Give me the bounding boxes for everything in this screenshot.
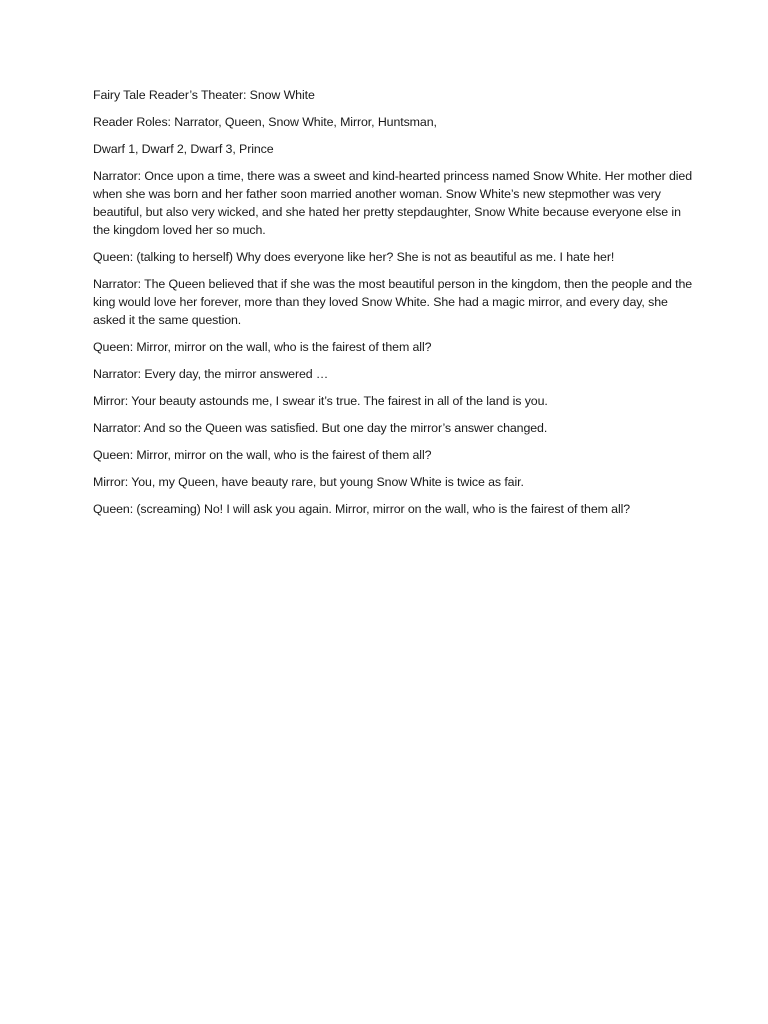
document-title: Fairy Tale Reader’s Theater: Snow White <box>93 88 315 102</box>
document-page <box>93 86 693 527</box>
script-paragraph-narrator-2: Narrator: The Queen believed that if she was the most beautiful person in the kingdom, then the people and the king would love her forever, more than they loved Snow White. She had a magic mirror, and every day, she asked it the same question. <box>93 277 693 327</box>
script-paragraph-mirror-2: Mirror: You, my Queen, have beauty rare, but young Snow White is twice as fair. <box>93 475 524 489</box>
script-paragraph-queen-4: Queen: (screaming) No! I will ask you again. Mirror, mirror on the wall, who is the fairest of them all? <box>93 502 631 516</box>
reader-roles-line-1: Reader Roles: Narrator, Queen, Snow White, Mirror, Huntsman, <box>93 115 437 129</box>
script-paragraph-narrator-3: Narrator: Every day, the mirror answered … <box>93 367 329 381</box>
script-paragraph-queen-1: Queen: (talking to herself) Why does everyone like her? She is not as beautiful as me. I hate her! <box>93 250 615 264</box>
script-paragraph-narrator-intro: Narrator: Once upon a time, there was a sweet and kind-hearted princess named Snow White. Her mother died when she was born and her father soon married another woman. Snow White’s new stepmother was very beautiful, but also very wicked, and she hated her pretty stepdaughter, Snow White because everyone else in the kingdom loved her so much. <box>93 169 693 237</box>
script-paragraph-queen-3: Queen: Mirror, mirror on the wall, who is the fairest of them all? <box>93 448 432 462</box>
script-paragraph-narrator-4: Narrator: And so the Queen was satisfied. But one day the mirror’s answer changed. <box>93 421 548 435</box>
script-paragraph-queen-2: Queen: Mirror, mirror on the wall, who is the fairest of them all? <box>93 340 432 354</box>
reader-roles-line-2: Dwarf 1, Dwarf 2, Dwarf 3, Prince <box>93 142 274 156</box>
script-paragraph-mirror-1: Mirror: Your beauty astounds me, I swear it’s true. The fairest in all of the land is you. <box>93 394 548 408</box>
